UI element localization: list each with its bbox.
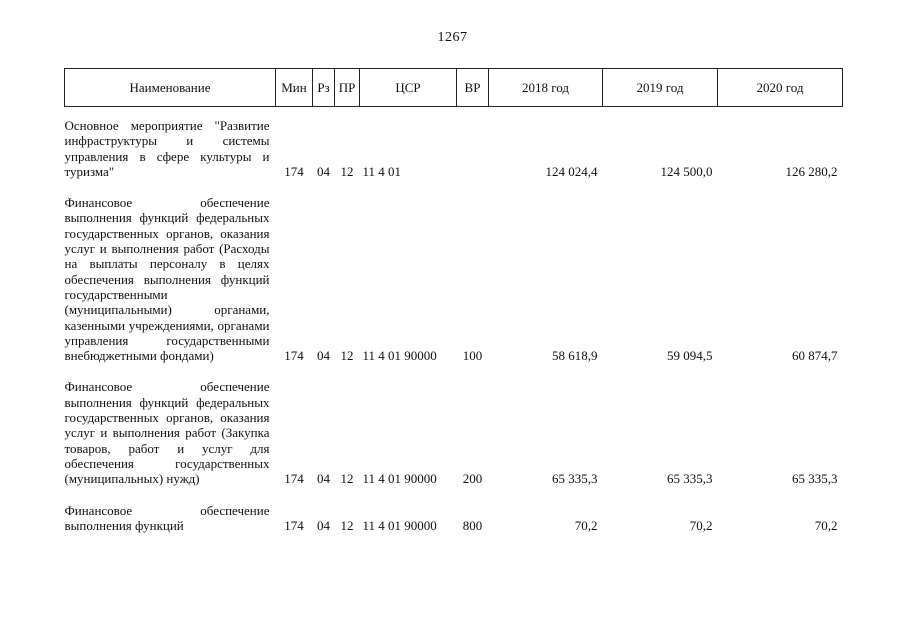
row-vr: 100 [462, 348, 483, 364]
row-rz: 04 [317, 517, 330, 533]
row-csr: 11 4 01 [362, 163, 402, 179]
row-2019: 65 335,3 [667, 471, 713, 487]
row-2020: 65 335,3 [792, 471, 838, 487]
table-row [65, 112, 843, 189]
row-name: Финансовое обеспечение выполнения функций [64, 502, 270, 533]
header-rz: Рз [313, 69, 335, 107]
row-vr: 800 [462, 517, 483, 533]
row-2020: 60 874,7 [792, 348, 838, 364]
row-rz: 04 [317, 348, 330, 364]
row-pr: 12 [340, 163, 354, 179]
header-2020: 2020 год [718, 69, 843, 107]
row-pr: 12 [340, 348, 354, 364]
row-min: 174 [284, 517, 304, 533]
row-csr: 11 4 01 90000 [362, 348, 437, 364]
row-2018: 70,2 [574, 517, 598, 533]
row-rz: 04 [317, 163, 330, 179]
row-csr: 11 4 01 90000 [362, 517, 437, 533]
header-pr: ПР [335, 69, 360, 107]
row-2020: 70,2 [814, 517, 838, 533]
header-2019: 2019 год [603, 69, 718, 107]
row-2019: 59 094,5 [667, 348, 713, 364]
row-rz: 04 [317, 471, 330, 487]
row-min: 174 [284, 471, 304, 487]
table-row [65, 189, 843, 373]
row-vr [457, 112, 489, 189]
row-2018: 58 618,9 [552, 348, 598, 364]
row-min: 174 [284, 348, 304, 364]
row-name: Финансовое обеспечение выполнения функций федеральных государственных органов, оказания услуг и выполнения работ (Расходы на выплаты персоналу в целях обеспечения выполнения функций государственными (муниципальными) органами, казенными учреждениями, органами управления государственными внебюджетными фондами) [64, 195, 270, 364]
row-2018: 65 335,3 [552, 471, 598, 487]
row-min: 174 [284, 163, 304, 179]
row-name: Основное мероприятие "Развитие инфраструктуры и системы управления в сфере культуры и туризма" [64, 118, 270, 179]
row-2019: 70,2 [689, 517, 713, 533]
header-csr: ЦСР [360, 69, 457, 107]
budget-table [64, 68, 843, 533]
table-row [65, 497, 843, 534]
header-min: Мин [276, 69, 313, 107]
row-2018: 124 024,4 [545, 163, 598, 179]
header-2018: 2018 год [489, 69, 603, 107]
row-vr: 200 [462, 471, 483, 487]
table-header [65, 69, 843, 107]
row-pr: 12 [340, 471, 354, 487]
row-name: Финансовое обеспечение выполнения функций федеральных государственных органов, оказания услуг и выполнения работ (Закупка товаров, работ и услуг для обеспечения государственных (муниципальных) нужд) [64, 379, 270, 487]
row-2020: 126 280,2 [785, 163, 838, 179]
row-csr: 11 4 01 90000 [362, 471, 437, 487]
header-vr: ВР [457, 69, 489, 107]
table-row [65, 373, 843, 496]
row-pr: 12 [340, 517, 354, 533]
page-number: 1267 [437, 30, 468, 45]
row-2019: 124 500,0 [660, 163, 713, 179]
header-name: Наименование [65, 69, 276, 107]
